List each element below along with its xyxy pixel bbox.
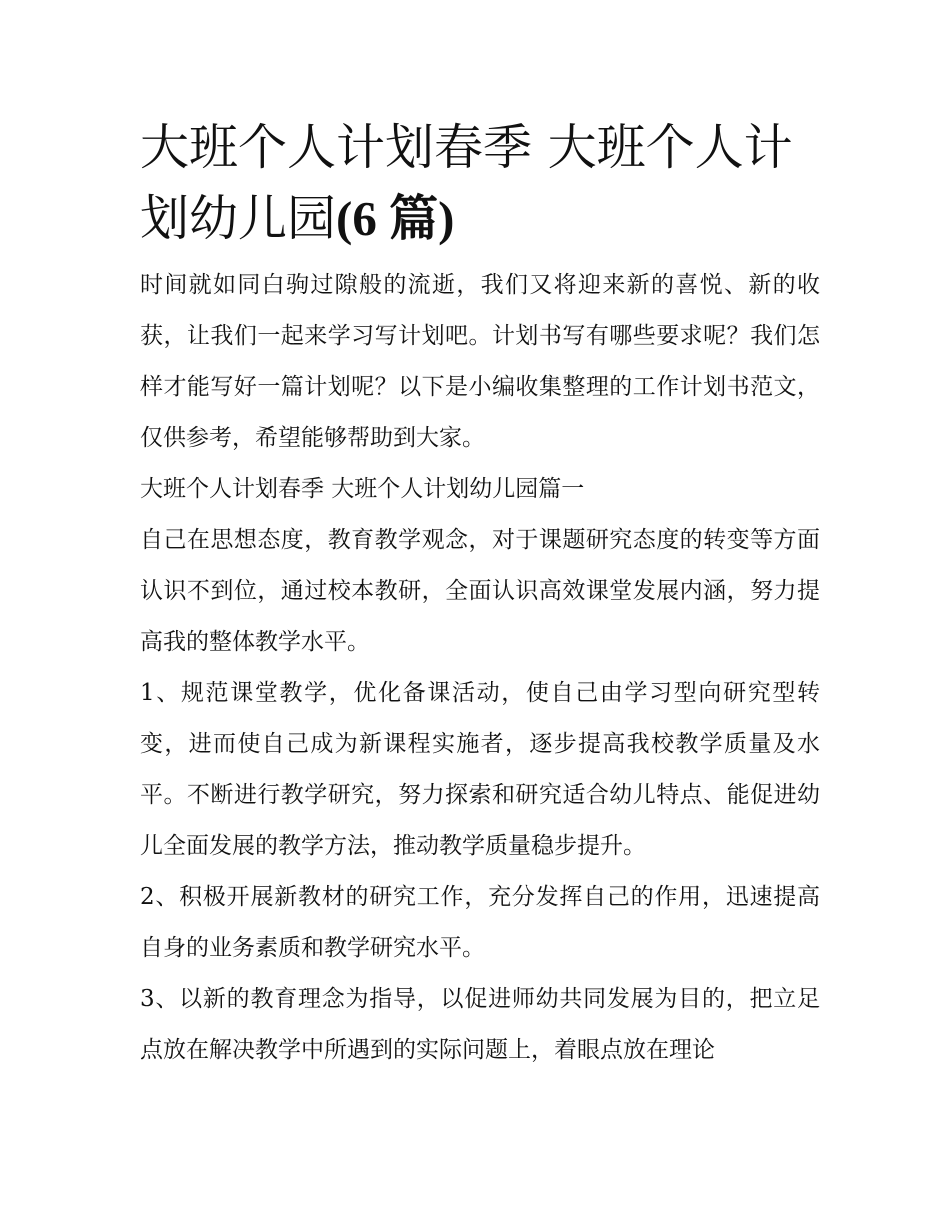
list-item-2: 2、积极开展新教材的研究工作，充分发挥自己的作用，迅速提高自身的业务素质和教学研究水平。 [140,884,820,961]
document-content [140,112,820,1076]
section-heading: 大班个人计划春季 大班个人计划幼儿园篇一 [140,476,585,502]
title-line-1: 大班个人计划春季 大班个人计 [140,119,793,176]
title-line-2: 划幼儿园 [140,190,337,247]
document-body [140,260,820,1076]
intro-paragraph: 时间就如同白驹过隙般的流逝，我们又将迎来新的喜悦、新的收获，让我们一起来学习写计划吧。计划书写有哪些要求呢？我们怎样才能写好一篇计划呢？以下是小编收集整理的工作计划书范文，仅供参考，希望能够帮助到大家。 [140,272,820,451]
body-paragraph: 自己在思想态度，教育教学观念，对于课题研究态度的转变等方面认识不到位，通过校本教研，全面认识高效课堂发展内涵，努力提高我的整体教学水平。 [140,527,820,655]
list-item-1: 1、规范课堂教学，优化备课活动，使自己由学习型向研究型转变，进而使自己成为新课程实施者，逐步提高我校教学质量及水平。不断进行教学研究，努力探索和研究适合幼儿特点、能促进幼儿全面发展的教学方法，推动教学质量稳步提升。 [140,680,820,859]
title-count: (6 篇) [336,191,455,246]
document-title [140,112,820,254]
list-item-3: 3、以新的教育理念为指导，以促进师幼共同发展为目的，把立足点放在解决教学中所遇到的实际问题上，着眼点放在理论 [140,986,820,1063]
